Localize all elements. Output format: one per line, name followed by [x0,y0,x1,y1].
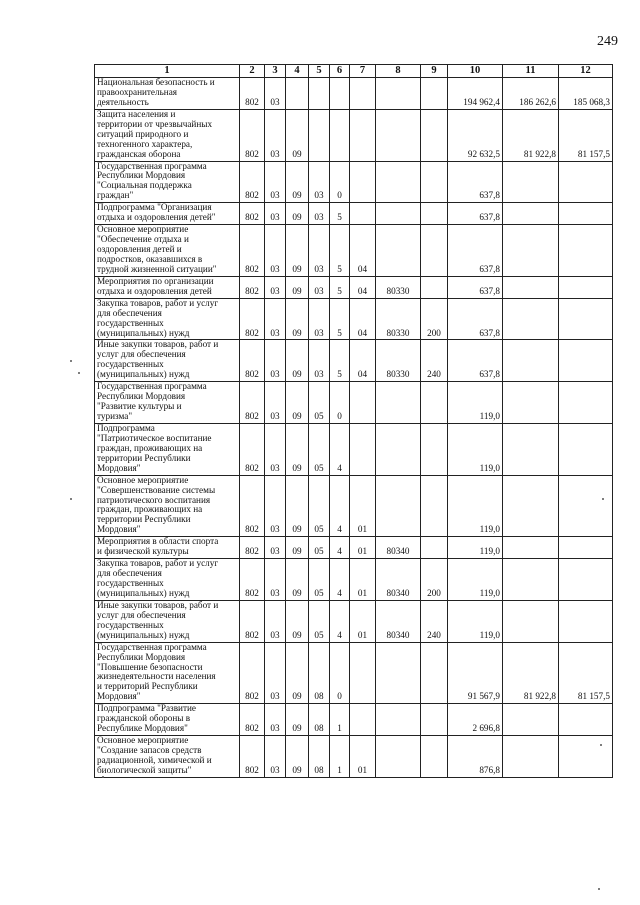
program-code-cell: 05 [309,559,330,601]
scan-speck [78,372,80,374]
section-code-cell: 802 [240,382,265,424]
activity-code-cell [350,423,376,475]
column-header: 6 [330,65,350,78]
subsection-code-cell: 03 [265,642,286,704]
activity-code-cell: 04 [350,276,376,298]
section-code-cell: 802 [240,203,265,225]
amount-cell-year-2 [503,276,559,298]
row-name-cell: Государственная программа Республики Мордовия "Повышение безопасности жизнедеятельности населения и территорий Республики Мордовия" [95,642,240,704]
subsection-code-cell: 09 [286,642,309,704]
program-code-cell: 05 [309,475,330,537]
row-name-cell: Мероприятия в области спорта и физической культуры [95,537,240,559]
scan-speck [102,776,104,778]
subsection-code-cell: 09 [286,559,309,601]
section-code-cell: 802 [240,704,265,736]
subsection-code-cell: 03 [265,109,286,161]
direction-code-cell [376,423,421,475]
subprogram-code-cell: 4 [330,559,350,601]
program-code-cell: 05 [309,537,330,559]
amount-cell-year-1: 637,8 [448,276,503,298]
expense-type-cell [421,736,448,778]
subsection-code-cell: 09 [286,109,309,161]
amount-cell-year-3 [559,276,613,298]
amount-cell-year-3 [559,340,613,382]
row-name-cell: Национальная безопасность и правоохранительная деятельность [95,78,240,110]
subsection-code-cell: 09 [286,537,309,559]
amount-cell-year-2 [503,225,559,277]
direction-code-cell: 80340 [376,537,421,559]
activity-code-cell [350,109,376,161]
expense-type-cell [421,225,448,277]
subprogram-code-cell [330,109,350,161]
section-code-cell: 802 [240,475,265,537]
amount-cell-year-3 [559,704,613,736]
direction-code-cell [376,475,421,537]
subsection-code-cell: 03 [265,382,286,424]
expense-type-cell [421,475,448,537]
row-name-cell: Государственная программа Республики Мордовия "Развитие культуры и туризма" [95,382,240,424]
table-row [95,78,613,110]
table-row [95,161,613,203]
column-header: 9 [421,65,448,78]
row-name-cell: Закупка товаров, работ и услуг для обеспечения государственных (муниципальных) нужд [95,298,240,340]
subprogram-code-cell: 5 [330,203,350,225]
activity-code-cell [350,161,376,203]
program-code-cell: 05 [309,382,330,424]
program-code-cell: 08 [309,704,330,736]
direction-code-cell: 80330 [376,340,421,382]
budget-table [94,64,613,778]
direction-code-cell: 80340 [376,600,421,642]
direction-code-cell [376,109,421,161]
activity-code-cell: 04 [350,298,376,340]
subsection-code-cell: 09 [286,382,309,424]
program-code-cell: 05 [309,600,330,642]
table-row [95,642,613,704]
activity-code-cell [350,642,376,704]
program-code-cell [309,109,330,161]
activity-code-cell: 01 [350,475,376,537]
subsection-code-cell [286,78,309,110]
activity-code-cell: 01 [350,559,376,601]
table-row [95,340,613,382]
subsection-code-cell: 03 [265,203,286,225]
subsection-code-cell: 03 [265,559,286,601]
expense-type-cell [421,203,448,225]
column-header: 12 [559,65,613,78]
subprogram-code-cell: 5 [330,340,350,382]
subsection-code-cell: 03 [265,423,286,475]
program-code-cell: 03 [309,161,330,203]
amount-cell-year-1: 119,0 [448,600,503,642]
table-row [95,203,613,225]
scan-speck [70,498,72,500]
table-row [95,298,613,340]
subsection-code-cell: 09 [286,298,309,340]
direction-code-cell [376,203,421,225]
amount-cell-year-3 [559,203,613,225]
section-code-cell: 802 [240,537,265,559]
subsection-code-cell: 03 [265,276,286,298]
activity-code-cell: 01 [350,736,376,778]
amount-cell-year-2 [503,161,559,203]
amount-cell-year-2 [503,382,559,424]
column-header: 7 [350,65,376,78]
activity-code-cell [350,78,376,110]
column-header: 5 [309,65,330,78]
subprogram-code-cell: 4 [330,475,350,537]
subsection-code-cell: 09 [286,600,309,642]
activity-code-cell [350,704,376,736]
scan-speck [602,498,604,500]
scan-speck [598,888,600,890]
program-code-cell: 08 [309,736,330,778]
row-name-cell: Основное мероприятие "Совершенствование системы патриотического воспитания граждан, проживающих на территории Республики Мордовия" [95,475,240,537]
amount-cell-year-1: 119,0 [448,475,503,537]
row-name-cell: Подпрограмма "Развитие гражданской обороны в Республике Мордовия" [95,704,240,736]
amount-cell-year-1: 194 962,4 [448,78,503,110]
amount-cell-year-1: 637,8 [448,298,503,340]
header-row [95,65,613,78]
column-header: 11 [503,65,559,78]
amount-cell-year-3 [559,475,613,537]
expense-type-cell [421,109,448,161]
expense-type-cell [421,161,448,203]
subsection-code-cell: 09 [286,475,309,537]
table-row [95,559,613,601]
expense-type-cell [421,276,448,298]
section-code-cell: 802 [240,109,265,161]
amount-cell-year-1: 637,8 [448,161,503,203]
subsection-code-cell: 03 [265,736,286,778]
row-name-cell: Основное мероприятие "Обеспечение отдыха и оздоровления детей и подростков, оказавшихся в трудной жизненной ситуации" [95,225,240,277]
amount-cell-year-2 [503,704,559,736]
subprogram-code-cell: 0 [330,382,350,424]
expense-type-cell [421,537,448,559]
amount-cell-year-1: 637,8 [448,340,503,382]
scan-speck [70,360,72,362]
row-name-cell: Защита населения и территории от чрезвычайных ситуаций природного и техногенного характера, гражданская оборона [95,109,240,161]
column-header: 2 [240,65,265,78]
subsection-code-cell: 09 [286,704,309,736]
amount-cell-year-3 [559,423,613,475]
column-header: 10 [448,65,503,78]
amount-cell-year-1: 119,0 [448,559,503,601]
amount-cell-year-2 [503,423,559,475]
expense-type-cell: 200 [421,559,448,601]
row-name-cell: Иные закупки товаров, работ и услуг для обеспечения государственных (муниципальных) нужд [95,340,240,382]
direction-code-cell [376,382,421,424]
subsection-code-cell: 03 [265,600,286,642]
section-code-cell: 802 [240,600,265,642]
subprogram-code-cell: 5 [330,225,350,277]
section-code-cell: 802 [240,78,265,110]
amount-cell-year-2 [503,475,559,537]
row-name-cell: Государственная программа Республики Мордовия "Социальная поддержка граждан" [95,161,240,203]
section-code-cell: 802 [240,340,265,382]
subprogram-code-cell: 4 [330,423,350,475]
column-header: 3 [265,65,286,78]
activity-code-cell: 04 [350,340,376,382]
subsection-code-cell: 09 [286,736,309,778]
amount-cell-year-1: 637,8 [448,225,503,277]
amount-cell-year-2 [503,736,559,778]
table-row [95,537,613,559]
expense-type-cell: 240 [421,600,448,642]
subprogram-code-cell: 4 [330,600,350,642]
direction-code-cell [376,642,421,704]
amount-cell-year-1: 119,0 [448,382,503,424]
amount-cell-year-3 [559,382,613,424]
subsection-code-cell: 09 [286,225,309,277]
amount-cell-year-3: 185 068,3 [559,78,613,110]
subprogram-code-cell: 1 [330,704,350,736]
direction-code-cell: 80340 [376,559,421,601]
amount-cell-year-2: 186 262,6 [503,78,559,110]
activity-code-cell [350,382,376,424]
section-code-cell: 802 [240,225,265,277]
row-name-cell: Подпрограмма "Патриотическое воспитание граждан, проживающих на территории Республики Мордовия" [95,423,240,475]
subsection-code-cell: 09 [286,203,309,225]
activity-code-cell: 01 [350,537,376,559]
program-code-cell: 03 [309,276,330,298]
amount-cell-year-2: 81 922,8 [503,109,559,161]
amount-cell-year-2 [503,600,559,642]
amount-cell-year-3 [559,225,613,277]
subprogram-code-cell: 5 [330,276,350,298]
subsection-code-cell: 03 [265,78,286,110]
subsection-code-cell: 09 [286,423,309,475]
subsection-code-cell: 03 [265,161,286,203]
amount-cell-year-3 [559,537,613,559]
row-name-cell: Иные закупки товаров, работ и услуг для обеспечения государственных (муниципальных) нужд [95,600,240,642]
row-name-cell: Закупка товаров, работ и услуг для обеспечения государственных (муниципальных) нужд [95,559,240,601]
table-row [95,382,613,424]
direction-code-cell [376,736,421,778]
section-code-cell: 802 [240,559,265,601]
table-row [95,423,613,475]
amount-cell-year-1: 876,8 [448,736,503,778]
column-header: 8 [376,65,421,78]
expense-type-cell: 200 [421,298,448,340]
amount-cell-year-2 [503,537,559,559]
subprogram-code-cell: 4 [330,537,350,559]
program-code-cell: 03 [309,340,330,382]
direction-code-cell: 80330 [376,276,421,298]
subprogram-code-cell [330,78,350,110]
amount-cell-year-1: 92 632,5 [448,109,503,161]
subprogram-code-cell: 5 [330,298,350,340]
table-row [95,600,613,642]
amount-cell-year-3 [559,736,613,778]
direction-code-cell [376,78,421,110]
subsection-code-cell: 03 [265,537,286,559]
subsection-code-cell: 03 [265,298,286,340]
subsection-code-cell: 03 [265,475,286,537]
amount-cell-year-3 [559,559,613,601]
amount-cell-year-3 [559,600,613,642]
section-code-cell: 802 [240,423,265,475]
amount-cell-year-3: 81 157,5 [559,642,613,704]
subprogram-code-cell: 0 [330,161,350,203]
amount-cell-year-3 [559,298,613,340]
program-code-cell [309,78,330,110]
subprogram-code-cell: 1 [330,736,350,778]
program-code-cell: 03 [309,203,330,225]
activity-code-cell: 04 [350,225,376,277]
column-header: 1 [95,65,240,78]
amount-cell-year-3: 81 157,5 [559,109,613,161]
expense-type-cell [421,78,448,110]
row-name-cell: Мероприятия по организации отдыха и оздоровления детей [95,276,240,298]
activity-code-cell: 01 [350,600,376,642]
amount-cell-year-1: 119,0 [448,537,503,559]
amount-cell-year-1: 119,0 [448,423,503,475]
section-code-cell: 802 [240,642,265,704]
subsection-code-cell: 03 [265,225,286,277]
amount-cell-year-3 [559,161,613,203]
amount-cell-year-2 [503,340,559,382]
program-code-cell: 08 [309,642,330,704]
subsection-code-cell: 09 [286,276,309,298]
column-header: 4 [286,65,309,78]
program-code-cell: 03 [309,225,330,277]
direction-code-cell [376,161,421,203]
table-row [95,704,613,736]
row-name-cell: Подпрограмма "Организация отдыха и оздоровления детей" [95,203,240,225]
direction-code-cell [376,704,421,736]
amount-cell-year-1: 91 567,9 [448,642,503,704]
amount-cell-year-2: 81 922,8 [503,642,559,704]
amount-cell-year-2 [503,559,559,601]
subsection-code-cell: 09 [286,340,309,382]
table-row [95,109,613,161]
scan-speck [600,744,602,746]
amount-cell-year-2 [503,298,559,340]
page-number: 249 [597,34,618,49]
direction-code-cell [376,225,421,277]
row-name-cell: Основное мероприятие "Создание запасов средств радиационной, химической и биологической защиты" [95,736,240,778]
program-code-cell: 03 [309,298,330,340]
expense-type-cell [421,704,448,736]
expense-type-cell [421,642,448,704]
amount-cell-year-1: 637,8 [448,203,503,225]
section-code-cell: 802 [240,161,265,203]
activity-code-cell [350,203,376,225]
subsection-code-cell: 03 [265,704,286,736]
table-row [95,225,613,277]
table-row [95,276,613,298]
subsection-code-cell: 09 [286,161,309,203]
expense-type-cell [421,382,448,424]
subprogram-code-cell: 0 [330,642,350,704]
subsection-code-cell: 03 [265,340,286,382]
section-code-cell: 802 [240,298,265,340]
section-code-cell: 802 [240,276,265,298]
table-row [95,475,613,537]
direction-code-cell: 80330 [376,298,421,340]
program-code-cell: 05 [309,423,330,475]
expense-type-cell [421,423,448,475]
table-row [95,736,613,778]
section-code-cell: 802 [240,736,265,778]
expense-type-cell: 240 [421,340,448,382]
amount-cell-year-2 [503,203,559,225]
amount-cell-year-1: 2 696,8 [448,704,503,736]
